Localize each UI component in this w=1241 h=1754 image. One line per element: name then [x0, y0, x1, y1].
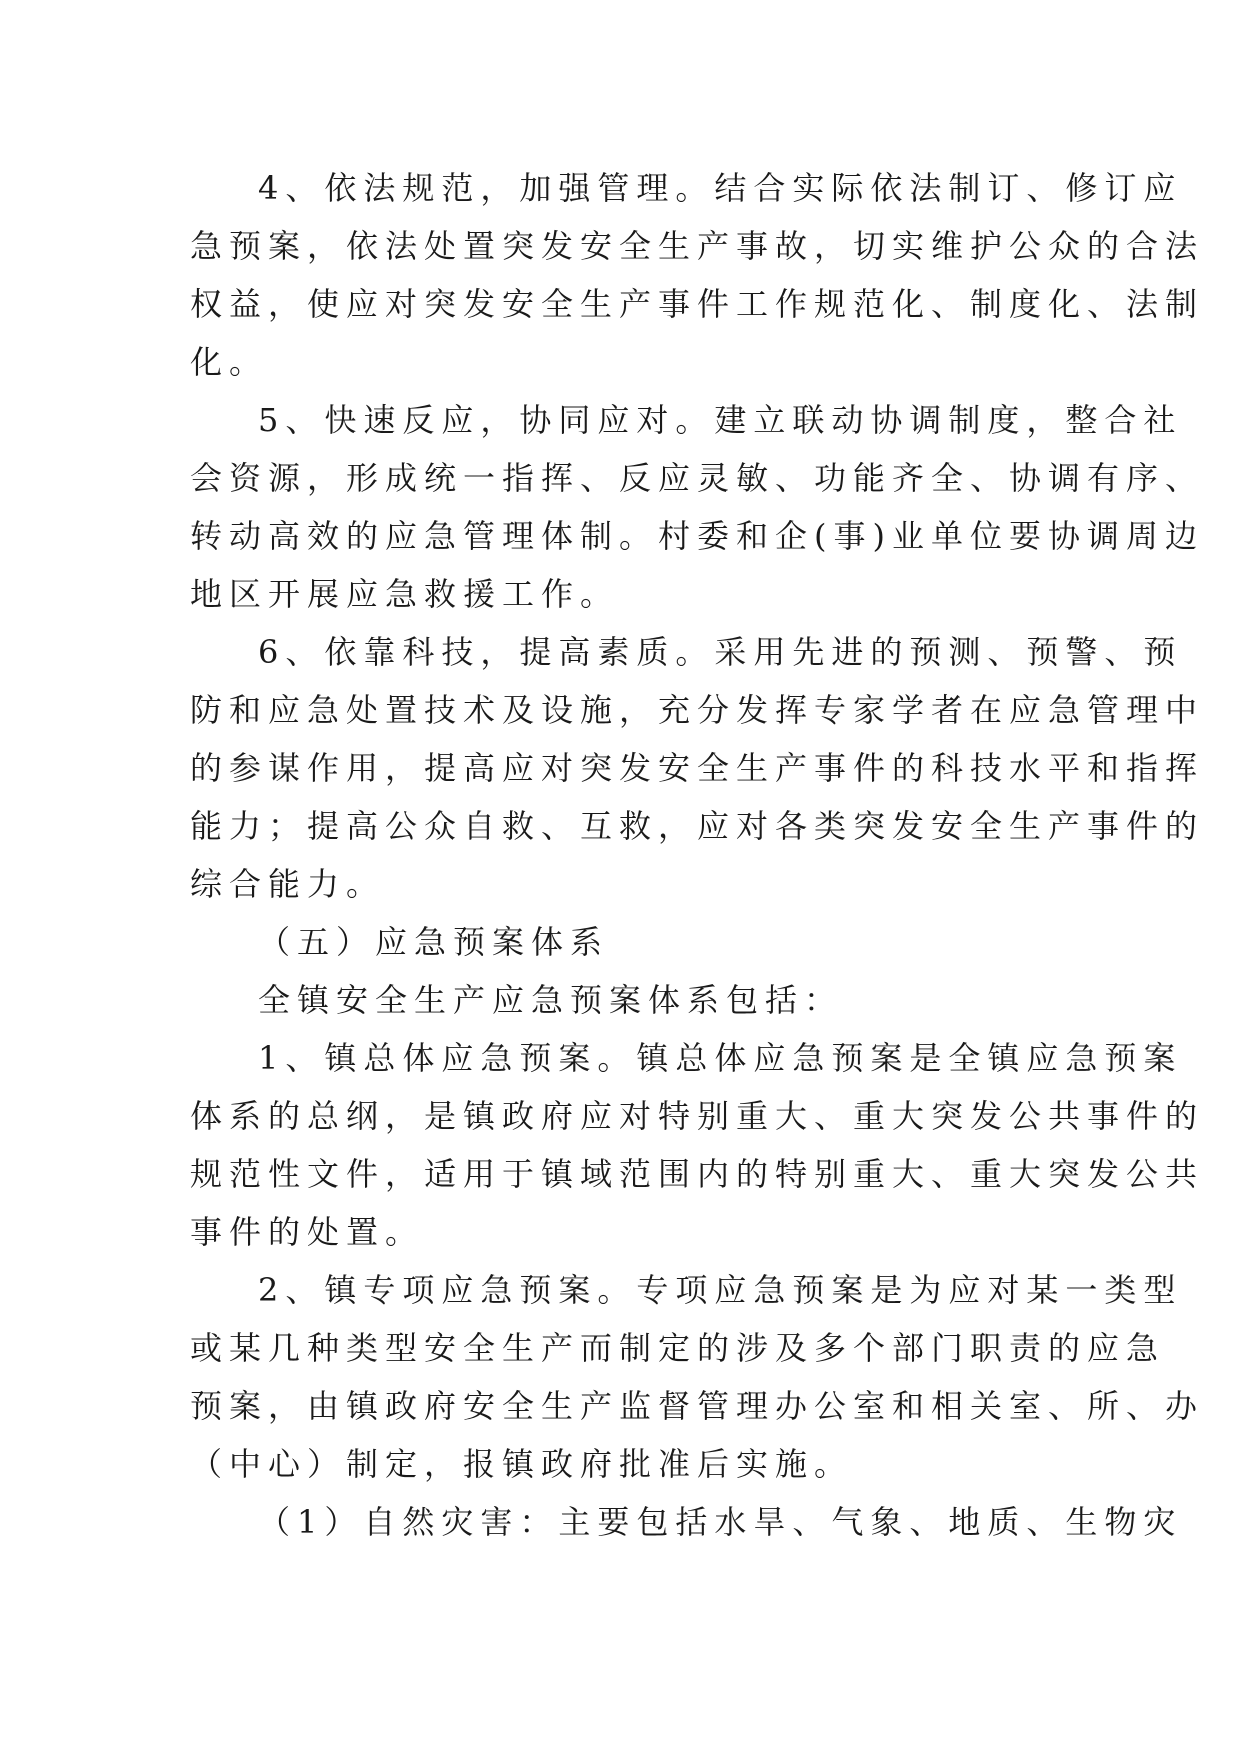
paragraph-6-line-5: 综合能力。 — [190, 865, 386, 903]
item-1-line-1: 1、镇总体应急预案。镇总体应急预案是全镇应急预案 — [258, 1039, 1183, 1077]
paragraph-6-line-2: 防和应急处置技术及设施，充分发挥专家学者在应急管理中 — [190, 691, 1205, 729]
item-2-line-3: 预案，由镇政府安全生产监督管理办公室和相关室、所、办 — [190, 1387, 1205, 1425]
paragraph-6-line-4: 能力；提高公众自救、互救，应对各类突发安全生产事件的 — [190, 807, 1205, 845]
paragraph-5-line-4: 地区开展应急救援工作。 — [190, 575, 620, 613]
paragraph-5-line-1: 5、快速反应，协同应对。建立联动协调制度，整合社 — [258, 401, 1183, 439]
paragraph-5-line-3: 转动高效的应急管理体制。村委和企(事)业单位要协调周边 — [190, 517, 1204, 555]
paragraph-4-line-4: 化。 — [190, 343, 269, 381]
paragraph-4-line-1: 4、依法规范，加强管理。结合实际依法制订、修订应 — [258, 169, 1183, 207]
section-heading: （五）应急预案体系 — [258, 923, 610, 961]
paragraph-5-line-2: 会资源，形成统一指挥、反应灵敏、功能齐全、协调有序、 — [190, 459, 1205, 497]
paragraph-4-line-2: 急预案，依法处置突发安全生产事故，切实维护公众的合法 — [190, 227, 1205, 265]
item-2-line-4: （中心）制定，报镇政府批准后实施。 — [190, 1445, 854, 1483]
item-1-line-4: 事件的处置。 — [190, 1213, 425, 1251]
item-1-line-3: 规范性文件，适用于镇域范围内的特别重大、重大突发公共 — [190, 1155, 1205, 1193]
item-2-line-1: 2、镇专项应急预案。专项应急预案是为应对某一类型 — [258, 1271, 1183, 1309]
paragraph-6-line-1: 6、依靠科技，提高素质。采用先进的预测、预警、预 — [258, 633, 1183, 671]
system-intro-line: 全镇安全生产应急预案体系包括： — [258, 981, 844, 1019]
item-1-line-2: 体系的总纲，是镇政府应对特别重大、重大突发公共事件的 — [190, 1097, 1205, 1135]
paragraph-4-line-3: 权益，使应对突发安全生产事件工作规范化、制度化、法制 — [190, 285, 1205, 323]
subitem-1-line-1: （1）自然灾害：主要包括水旱、气象、地质、生物灾 — [258, 1503, 1183, 1541]
item-2-line-2: 或某几种类型安全生产而制定的涉及多个部门职责的应急 — [190, 1329, 1166, 1367]
paragraph-6-line-3: 的参谋作用，提高应对突发安全生产事件的科技水平和指挥 — [190, 749, 1205, 787]
